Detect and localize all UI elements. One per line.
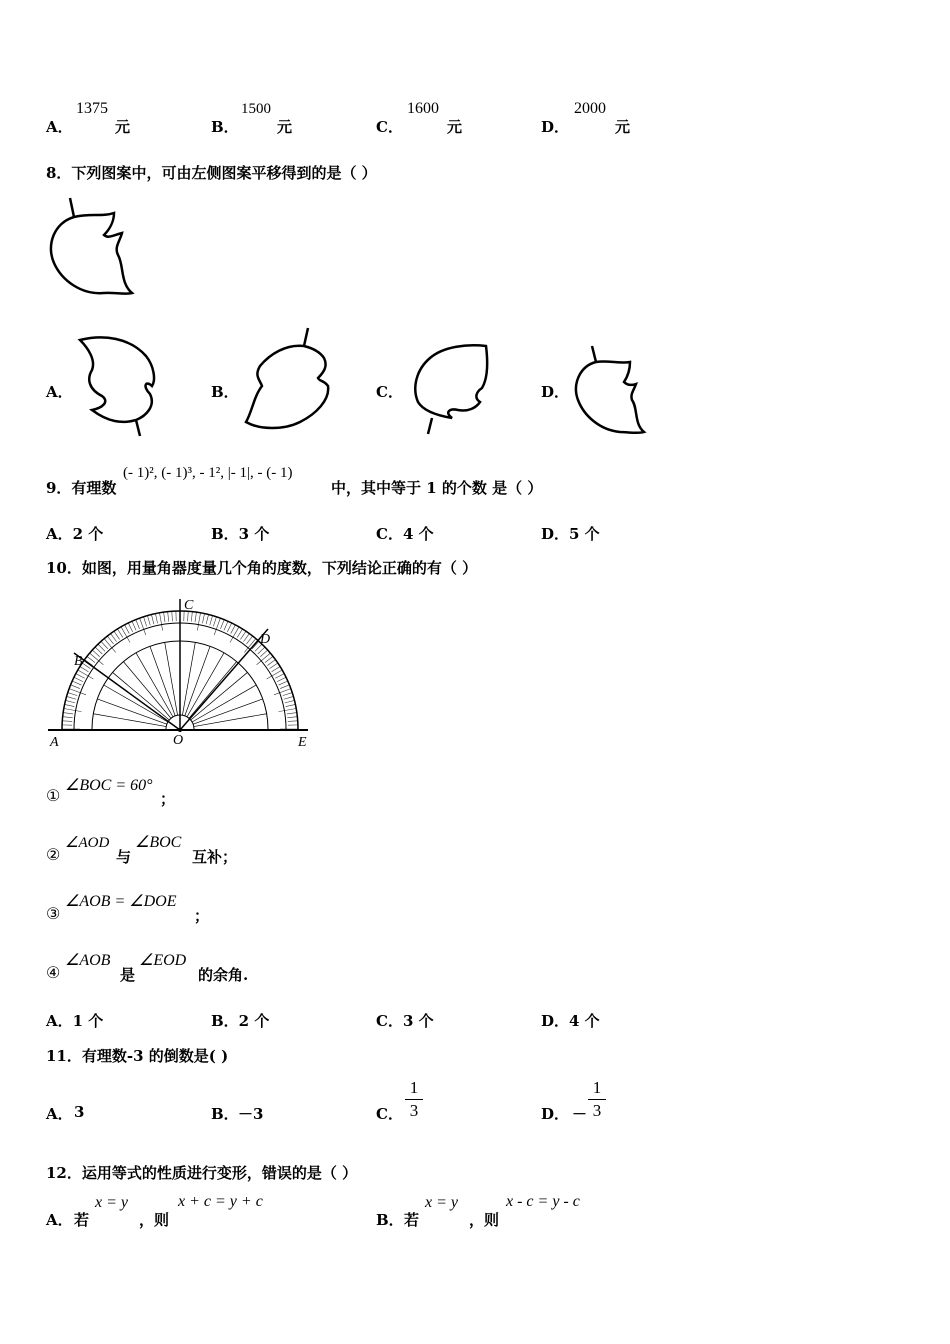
q12-option-b-condition: x = y [425,1194,458,1211]
q10-statement-4-number: ④ [46,965,61,982]
q9-option-b: B．3 个 [211,525,270,543]
q8-option-a-leaf-figure [74,330,164,438]
q8-option-d-letter: D． [541,383,570,401]
q10-statement-4-mid: 是 [120,966,136,984]
q7-option-b-letter: B． [211,118,239,136]
q11-option-d-letter: D． [541,1105,570,1123]
q10-statement-4-tail: 的余角. [198,966,249,984]
q8-option-b-leaf-figure [240,326,335,434]
q10-statement-2-tail: 互补； [192,848,238,866]
q12-stem: 12．运用等式的性质进行变形，错误的是（ ） [46,1164,358,1182]
q10-statement-1-tail: ； [160,790,176,808]
q7-option-c-unit: 元 [447,118,463,136]
q11-option-c-numerator: 1 [409,1078,419,1097]
q7-option-d-letter: D． [541,118,570,136]
q10-label-c: C [184,598,194,613]
q12-option-b-then: ，则 [469,1211,500,1229]
q12-option-b-result: x - c = y - c [506,1193,580,1210]
q12-option-a-then: ，则 [139,1211,170,1229]
q11-option-a-text: 3 [74,1103,85,1121]
q10-label-b: B [74,654,83,669]
q7-option-a-letter: A． [46,118,73,136]
q10-statement-3-math: ∠AOB = ∠DOE [65,893,177,910]
q10-label-d: D [260,632,271,647]
q10-stem: 10．如图，用量角器度量几个角的度数，下列结论正确的有（ ） [46,559,478,577]
q8-stem: 8．下列图案中，可由左侧图案平移得到的是（ ） [46,164,377,182]
q7-option-c-value: 1600 [407,100,439,117]
q10-statement-1-number: ① [46,788,61,805]
q11-option-a-letter: A． [46,1105,73,1123]
q12-option-a-condition: x = y [95,1194,128,1211]
q9-option-d: D．5 个 [541,525,600,543]
q7-option-c-letter: C． [376,118,403,136]
q10-label-e: E [298,735,307,750]
q11-option-c-fraction [405,1078,423,1121]
q8-option-a-letter: A． [46,383,73,401]
q11-option-d-sign: － [572,1105,588,1123]
q10-statement-2-number: ② [46,847,61,864]
q8-reference-leaf-figure [44,195,139,300]
q10-option-d: D．4 个 [541,1012,600,1030]
q11-option-d-numerator: 1 [592,1078,602,1097]
q11-option-d-fraction [588,1078,606,1121]
q10-statement-1-math: ∠BOC = 60° [65,777,153,794]
q7-option-d-value: 2000 [574,100,606,117]
q10-statement-3-tail: ； [194,907,210,925]
q10-option-a: A．1 个 [46,1012,104,1030]
q7-option-a-value: 1375 [76,100,108,117]
q8-option-c-letter: C． [376,383,403,401]
q11-option-d-denominator: 3 [592,1101,602,1120]
q9-prefix: 9．有理数 [46,479,117,497]
q7-option-b-value: 1500 [241,101,271,117]
q11-option-c-denominator: 3 [409,1101,419,1120]
q12-option-b-if: 若 [404,1211,420,1229]
q12-option-a-letter: A． [46,1211,73,1229]
q7-option-a-unit: 元 [115,118,131,136]
q12-option-a-if: 若 [74,1211,90,1229]
q9-expression: (- 1)², (- 1)³, - 1², |- 1|, - (- 1) [123,465,293,481]
q10-statement-2-mid: 与 [116,848,132,866]
q10-option-b: B．2 个 [211,1012,270,1030]
q10-label-o: O [173,733,184,748]
q10-statement-3-number: ③ [46,906,61,923]
q8-option-c-leaf-figure [404,342,494,438]
q10-statement-4-math2: ∠EOD [139,952,187,969]
q7-option-d-unit: 元 [615,118,631,136]
q11-option-c-letter: C． [376,1105,403,1123]
q10-option-c: C．3 个 [376,1012,434,1030]
q9-option-c: C．4 个 [376,525,434,543]
q11-option-b-text: －3 [238,1105,264,1123]
q9-option-a: A．2 个 [46,525,104,543]
q10-protractor-figure [44,595,316,750]
q10-statement-4-math1: ∠AOB [65,952,111,969]
q12-option-b-letter: B． [376,1211,404,1229]
q10-statement-2-math1: ∠AOD [65,835,110,851]
q9-suffix: 中，其中等于 1 的个数 是（ ） [331,479,543,497]
q12-option-a-result: x + c = y + c [178,1193,263,1210]
q11-stem: 11．有理数-3 的倒数是( ) [46,1047,229,1065]
q7-option-b-unit: 元 [277,118,293,136]
q10-label-a: A [50,735,59,750]
q8-option-d-leaf-figure [568,344,653,436]
q10-statement-2-math2: ∠BOC [135,834,182,851]
q8-option-b-letter: B． [211,383,239,401]
q11-option-b-letter: B． [211,1105,239,1123]
